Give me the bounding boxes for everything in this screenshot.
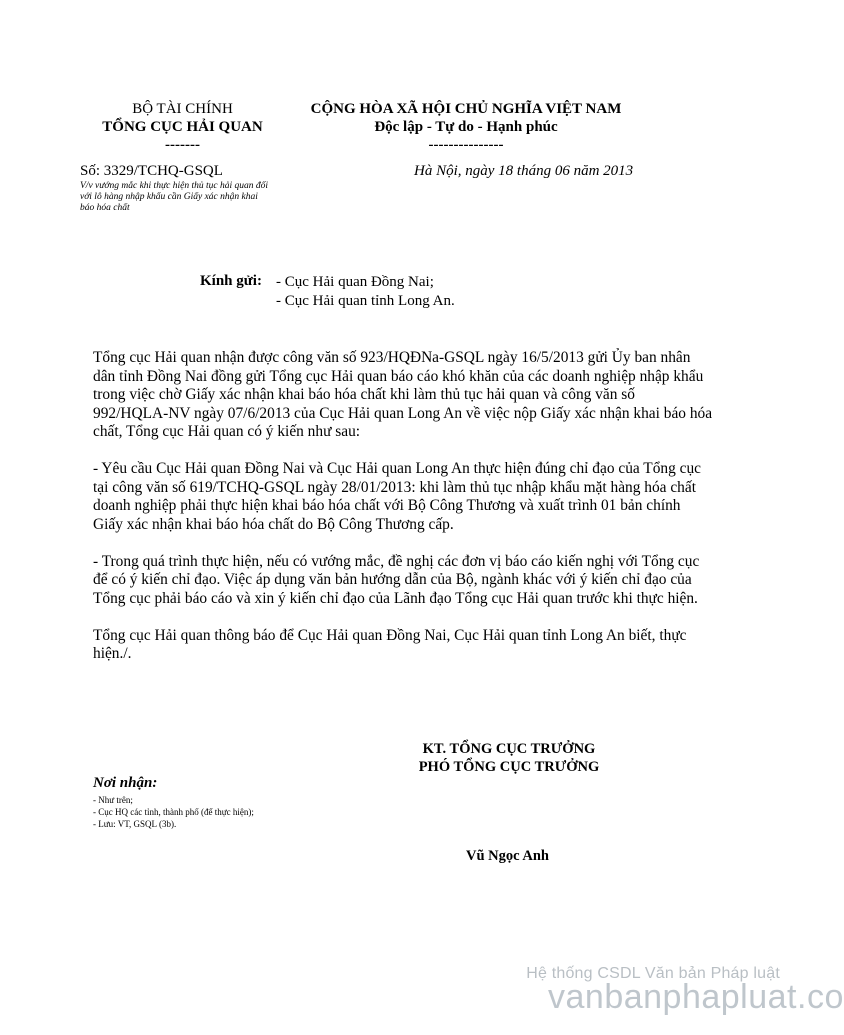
signer-authority: KT. TỔNG CỤC TRƯỞNG bbox=[422, 741, 596, 757]
recipient-item: - Cục Hải quan Đồng Nai; bbox=[276, 274, 434, 290]
motto-separator: --------------- bbox=[428, 137, 504, 153]
ministry-name: BỘ TÀI CHÍNH bbox=[132, 101, 233, 117]
distribution-item: - Lưu: VT, GSQL (3b). bbox=[93, 819, 177, 829]
body-paragraph: Tổng cục Hải quan nhận được công văn số 923/HQĐNa-GSQL ngày 16/5/2013 gửi Ủy ban nhân dân tỉnh Đồng Nai đồng gửi Tổng cục Hải quan báo cáo khó khăn của các doanh nghiệp nhập khẩu trong việc chờ Giấy xác nhận khai báo hóa chất khi làm thủ tục hải quan và công văn số 992/HQLA-NV ngày 07/6/2013 của Cục Hải quan Long An về việc nộp Giấy xác nhận khai báo hóa chất, Tổng cục Hải quan có ý kiến như sau: bbox=[93, 349, 713, 440]
signer-title-block bbox=[400, 740, 618, 776]
nation-title: CỘNG HÒA XÃ HỘI CHỦ NGHĨA VIỆT NAM bbox=[310, 101, 622, 117]
document-subject: V/v vướng mắc khi thực hiện thủ tục hải quan đối với lô hàng nhập khẩu cần Giấy xác nhận khai báo hóa chất bbox=[80, 181, 268, 213]
agency-separator: ------- bbox=[165, 137, 200, 153]
national-title-block bbox=[285, 100, 647, 154]
body-paragraph: Tổng cục Hải quan thông báo để Cục Hải quan Đồng Nai, Cục Hải quan tỉnh Long An biết, thực hiện./. bbox=[93, 626, 687, 662]
agency-name: TỔNG CỤC HẢI QUAN bbox=[102, 119, 263, 135]
place-and-date: Hà Nội, ngày 18 tháng 06 năm 2013 bbox=[414, 163, 634, 179]
issuing-agency-block bbox=[80, 100, 285, 154]
national-motto: Độc lập - Tự do - Hạnh phúc bbox=[374, 119, 558, 135]
body-paragraph: - Trong quá trình thực hiện, nếu có vướng mắc, đề nghị các đơn vị báo cáo kiến nghị với Tổng cục để có ý kiến chỉ đạo. Việc áp dụng văn bản hướng dẫn của Bộ, ngành khác với ý kiến chỉ đạo của Tổng cục phải báo cáo và xin ý kiến chỉ đạo của Lãnh đạo Tổng cục Hải quan trước khi thực hiện. bbox=[93, 552, 700, 607]
recipient-item: - Cục Hải quan tỉnh Long An. bbox=[276, 293, 455, 309]
watermark-site: vanbanphapluat.co bbox=[548, 978, 844, 1016]
signer-position: PHÓ TỔNG CỤC TRƯỞNG bbox=[418, 759, 600, 775]
watermark-caption: Hệ thống CSDL Văn bản Pháp luật bbox=[526, 965, 780, 982]
document-number: Số: 3329/TCHQ-GSQL bbox=[80, 163, 223, 179]
body-paragraph: - Yêu cầu Cục Hải quan Đồng Nai và Cục Hải quan Long An thực hiện đúng chỉ đạo của Tổng cục tại công văn số 619/TCHQ-GSQL ngày 28/01/2013: khi làm thủ tục nhập khẩu mặt hàng hóa chất doanh nghiệp phải thực hiện khai báo hóa chất với Bộ Công Thương và xuất trình 01 bản chính Giấy xác nhận khai báo hóa chất do Bộ Công Thương cấp. bbox=[93, 460, 701, 533]
recipients-label: Kính gửi: bbox=[200, 273, 262, 289]
distribution-item: - Như trên; bbox=[93, 795, 133, 805]
recipients-list bbox=[276, 273, 455, 311]
distribution-title: Nơi nhận: bbox=[93, 775, 158, 791]
distribution-list bbox=[93, 794, 254, 830]
distribution-item: - Cục HQ các tỉnh, thành phố (để thực hiện); bbox=[93, 807, 254, 817]
signer-name: Vũ Ngọc Anh bbox=[466, 848, 549, 864]
document-body bbox=[93, 349, 713, 682]
